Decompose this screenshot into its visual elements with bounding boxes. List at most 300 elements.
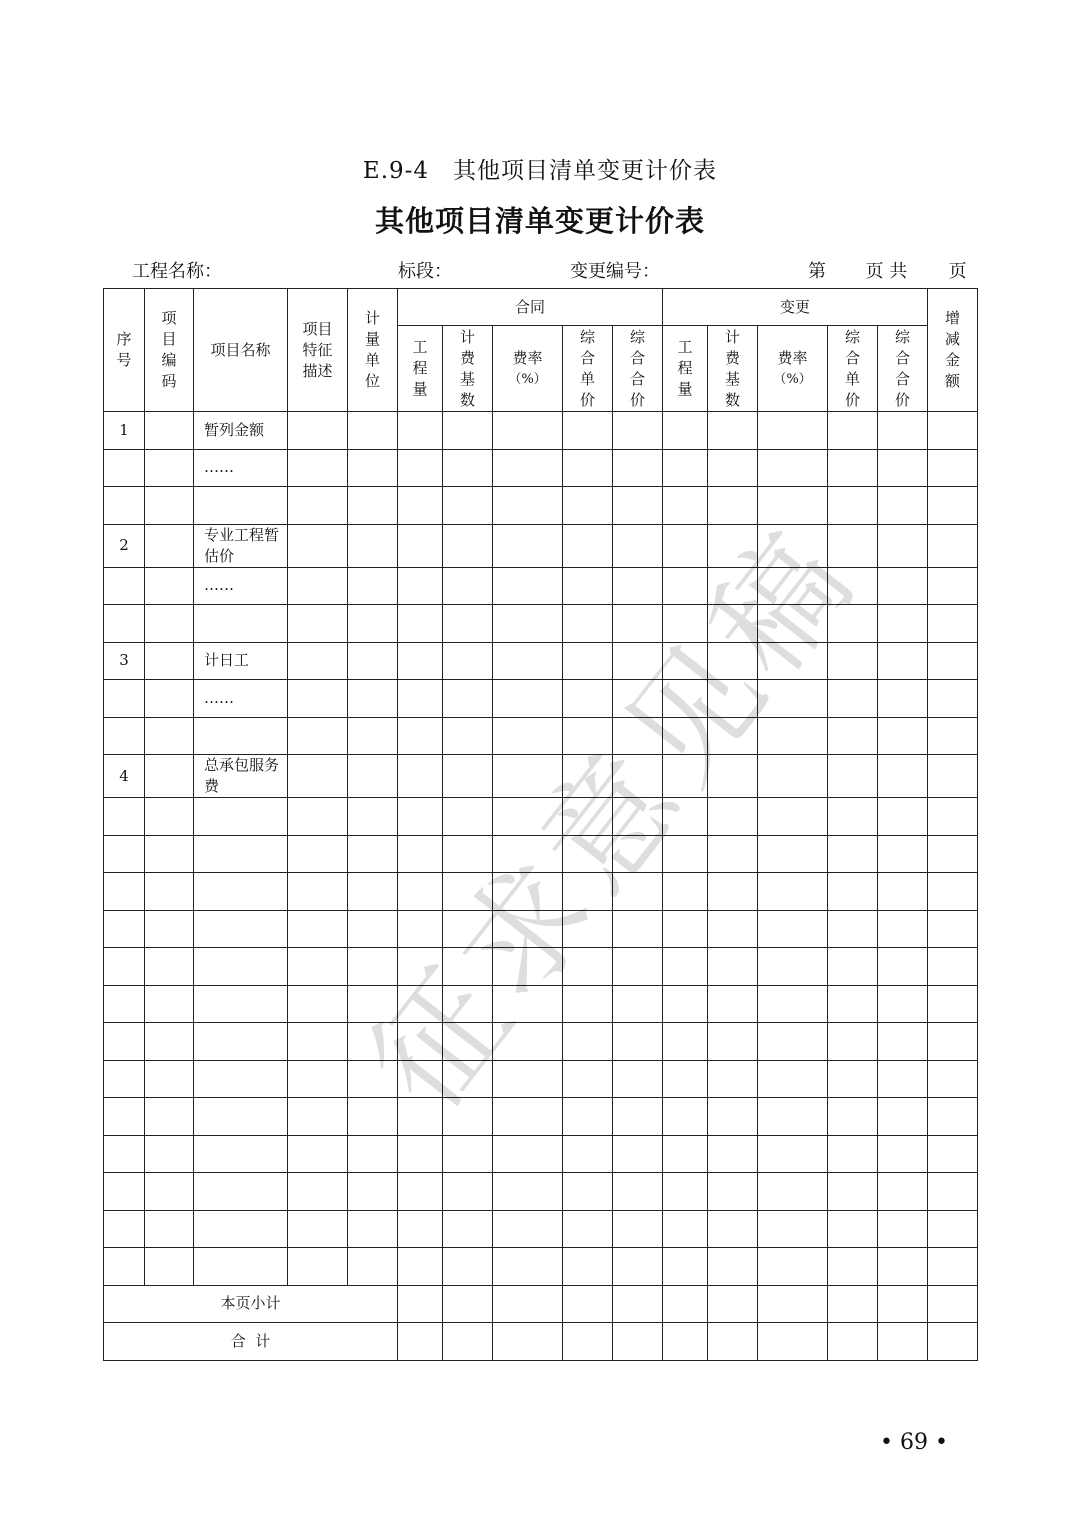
table-cell bbox=[288, 680, 348, 718]
table-row bbox=[104, 835, 978, 873]
table-cell bbox=[828, 873, 878, 911]
page-number: • 69 • bbox=[880, 1430, 948, 1455]
table-cell bbox=[613, 873, 663, 911]
table-cell bbox=[443, 487, 493, 525]
header-contract-unit-price: 综合单价 bbox=[563, 326, 613, 412]
table-cell bbox=[398, 985, 443, 1023]
table-cell bbox=[708, 873, 758, 911]
table-cell bbox=[928, 605, 978, 643]
header-unit: 计量单位 bbox=[348, 289, 398, 412]
table-cell bbox=[493, 755, 563, 798]
table-cell bbox=[563, 1210, 613, 1248]
row-item-name bbox=[194, 487, 288, 525]
table-cell bbox=[758, 1323, 828, 1361]
table-cell bbox=[288, 1210, 348, 1248]
table-cell bbox=[398, 1173, 443, 1211]
table-cell bbox=[928, 1173, 978, 1211]
table-cell bbox=[828, 798, 878, 836]
table-cell bbox=[928, 524, 978, 567]
table-cell bbox=[878, 412, 928, 450]
table-cell bbox=[828, 1023, 878, 1061]
table-cell bbox=[348, 910, 398, 948]
header-name: 项目名称 bbox=[194, 289, 288, 412]
table-cell bbox=[563, 524, 613, 567]
table-cell bbox=[758, 835, 828, 873]
table-cell bbox=[443, 1135, 493, 1173]
row-item-name: 专业工程暂估价 bbox=[194, 524, 288, 567]
table-cell bbox=[398, 717, 443, 755]
table-cell bbox=[398, 605, 443, 643]
table-cell bbox=[928, 449, 978, 487]
table-cell bbox=[613, 680, 663, 718]
page-subtotal-label: 本页小计 bbox=[104, 1285, 398, 1323]
table-cell bbox=[493, 1248, 563, 1286]
table-cell bbox=[708, 449, 758, 487]
table-cell bbox=[928, 567, 978, 605]
change-pricing-table bbox=[103, 288, 978, 1361]
table-cell bbox=[493, 1173, 563, 1211]
row-item-name bbox=[194, 1060, 288, 1098]
table-cell bbox=[493, 1285, 563, 1323]
table-cell bbox=[613, 1023, 663, 1061]
table-cell bbox=[613, 1323, 663, 1361]
table-cell bbox=[563, 1098, 613, 1136]
row-seq bbox=[104, 605, 145, 643]
row-item-name bbox=[194, 948, 288, 986]
row-item-name bbox=[194, 605, 288, 643]
table-cell bbox=[145, 642, 194, 680]
table-cell bbox=[443, 755, 493, 798]
table-cell bbox=[663, 605, 708, 643]
row-item-name bbox=[194, 873, 288, 911]
row-item-name: …… bbox=[194, 680, 288, 718]
table-cell bbox=[493, 605, 563, 643]
table-cell bbox=[878, 1023, 928, 1061]
row-seq bbox=[104, 835, 145, 873]
table-cell bbox=[348, 798, 398, 836]
table-cell bbox=[663, 680, 708, 718]
grand-total-label: 合 计 bbox=[104, 1323, 398, 1361]
table-cell bbox=[288, 1135, 348, 1173]
table-cell bbox=[828, 680, 878, 718]
table-cell bbox=[878, 524, 928, 567]
table-cell bbox=[613, 605, 663, 643]
table-cell bbox=[613, 567, 663, 605]
table-cell bbox=[928, 1098, 978, 1136]
table-cell bbox=[613, 1060, 663, 1098]
row-seq bbox=[104, 717, 145, 755]
table-cell bbox=[288, 1098, 348, 1136]
table-cell bbox=[828, 1173, 878, 1211]
table-cell bbox=[758, 1023, 828, 1061]
table-cell bbox=[145, 910, 194, 948]
table-cell bbox=[708, 1060, 758, 1098]
table-cell bbox=[663, 717, 708, 755]
table-cell bbox=[758, 487, 828, 525]
table-cell bbox=[928, 1285, 978, 1323]
table-cell bbox=[708, 910, 758, 948]
table-cell bbox=[758, 1060, 828, 1098]
table-cell bbox=[613, 798, 663, 836]
table-cell bbox=[563, 412, 613, 450]
table-cell bbox=[563, 1173, 613, 1211]
table-cell bbox=[708, 412, 758, 450]
table-cell bbox=[288, 910, 348, 948]
header-contract: 合同 bbox=[398, 289, 663, 326]
table-row bbox=[104, 755, 978, 798]
table-cell bbox=[613, 1285, 663, 1323]
table-cell bbox=[663, 873, 708, 911]
table-row bbox=[104, 680, 978, 718]
row-seq bbox=[104, 567, 145, 605]
table-cell bbox=[563, 910, 613, 948]
table-cell bbox=[758, 1173, 828, 1211]
table-cell bbox=[828, 524, 878, 567]
table-cell bbox=[493, 717, 563, 755]
header-diff: 增减金额 bbox=[928, 289, 978, 412]
table-cell bbox=[398, 1135, 443, 1173]
table-cell bbox=[663, 449, 708, 487]
table-cell bbox=[145, 1098, 194, 1136]
table-cell bbox=[613, 910, 663, 948]
table-cell bbox=[398, 948, 443, 986]
table-cell bbox=[613, 1248, 663, 1286]
table-cell bbox=[828, 1285, 878, 1323]
table-cell bbox=[663, 910, 708, 948]
row-seq: 2 bbox=[104, 524, 145, 567]
table-cell bbox=[288, 449, 348, 487]
table-cell bbox=[398, 1098, 443, 1136]
table-cell bbox=[288, 755, 348, 798]
row-item-name: …… bbox=[194, 567, 288, 605]
table-cell bbox=[828, 835, 878, 873]
table-cell bbox=[288, 605, 348, 643]
table-cell bbox=[493, 1023, 563, 1061]
project-name-label: 工程名称： bbox=[132, 261, 222, 282]
table-cell bbox=[145, 717, 194, 755]
table-cell bbox=[878, 835, 928, 873]
table-cell bbox=[443, 1023, 493, 1061]
table-cell bbox=[443, 1323, 493, 1361]
table-cell bbox=[493, 835, 563, 873]
table-cell bbox=[145, 985, 194, 1023]
table-cell bbox=[398, 798, 443, 836]
table-cell bbox=[708, 680, 758, 718]
page-di: 第 bbox=[808, 261, 826, 282]
table-cell bbox=[348, 680, 398, 718]
row-seq: 4 bbox=[104, 755, 145, 798]
table-cell bbox=[878, 948, 928, 986]
page-ye: 页 bbox=[948, 261, 967, 282]
draft-watermark: 征求意见稿 bbox=[342, 501, 886, 1137]
table-cell bbox=[828, 910, 878, 948]
table-cell bbox=[563, 717, 613, 755]
header-change: 变更 bbox=[663, 289, 928, 326]
table-cell bbox=[828, 985, 878, 1023]
table-cell bbox=[563, 798, 613, 836]
row-seq bbox=[104, 449, 145, 487]
table-cell bbox=[758, 910, 828, 948]
table-cell bbox=[708, 524, 758, 567]
table-cell bbox=[828, 1098, 878, 1136]
table-cell bbox=[928, 487, 978, 525]
table-cell bbox=[928, 1023, 978, 1061]
row-item-name bbox=[194, 1098, 288, 1136]
table-row bbox=[104, 487, 978, 525]
table-cell bbox=[758, 985, 828, 1023]
table-cell bbox=[708, 1098, 758, 1136]
header-contract-rate: 费率 （%） bbox=[493, 326, 563, 412]
section-title: E.9-4 其他项目清单变更计价表 bbox=[362, 158, 718, 184]
table-cell bbox=[563, 487, 613, 525]
table-cell bbox=[563, 1285, 613, 1323]
table-cell bbox=[613, 642, 663, 680]
table-cell bbox=[288, 873, 348, 911]
table-cell bbox=[348, 487, 398, 525]
table-cell bbox=[878, 1285, 928, 1323]
row-item-name bbox=[194, 798, 288, 836]
table-cell bbox=[145, 567, 194, 605]
table-cell bbox=[663, 985, 708, 1023]
table-cell bbox=[348, 835, 398, 873]
table-cell bbox=[663, 1248, 708, 1286]
table-cell bbox=[708, 948, 758, 986]
table-cell bbox=[398, 524, 443, 567]
table-cell bbox=[348, 985, 398, 1023]
table-cell bbox=[493, 1323, 563, 1361]
table-cell bbox=[828, 1323, 878, 1361]
table-cell bbox=[828, 1060, 878, 1098]
table-row bbox=[104, 1135, 978, 1173]
table-cell bbox=[348, 567, 398, 605]
table-cell bbox=[398, 1210, 443, 1248]
table-cell bbox=[708, 835, 758, 873]
table-cell bbox=[145, 524, 194, 567]
table-cell bbox=[563, 1060, 613, 1098]
table-row bbox=[104, 1248, 978, 1286]
table-row bbox=[104, 412, 978, 450]
table-cell bbox=[828, 1248, 878, 1286]
table-cell bbox=[348, 605, 398, 643]
table-cell bbox=[663, 1135, 708, 1173]
table-cell bbox=[708, 1248, 758, 1286]
table-cell bbox=[443, 680, 493, 718]
table-row bbox=[104, 1023, 978, 1061]
table-cell bbox=[563, 755, 613, 798]
table-cell bbox=[828, 1210, 878, 1248]
table-cell bbox=[443, 985, 493, 1023]
table-cell bbox=[708, 1323, 758, 1361]
table-cell bbox=[613, 1210, 663, 1248]
table-cell bbox=[288, 798, 348, 836]
table-cell bbox=[348, 873, 398, 911]
header-seq: 序号 bbox=[104, 289, 145, 412]
table-cell bbox=[443, 1060, 493, 1098]
table-cell bbox=[398, 567, 443, 605]
table-cell bbox=[758, 1248, 828, 1286]
table-cell bbox=[348, 755, 398, 798]
table-cell bbox=[663, 1098, 708, 1136]
table-cell bbox=[443, 1210, 493, 1248]
table-cell bbox=[613, 835, 663, 873]
table-row bbox=[104, 642, 978, 680]
header-change-rate: 费率 （%） bbox=[758, 326, 828, 412]
table-cell bbox=[828, 412, 878, 450]
table-cell bbox=[348, 1173, 398, 1211]
table-row bbox=[104, 948, 978, 986]
table-cell bbox=[288, 487, 348, 525]
table-row bbox=[104, 873, 978, 911]
table-cell bbox=[663, 1323, 708, 1361]
table-cell bbox=[493, 524, 563, 567]
table-cell bbox=[493, 873, 563, 911]
table-cell bbox=[288, 1248, 348, 1286]
table-row bbox=[104, 1173, 978, 1211]
table-cell bbox=[828, 605, 878, 643]
table-cell bbox=[398, 910, 443, 948]
table-cell bbox=[398, 1023, 443, 1061]
table-cell bbox=[288, 567, 348, 605]
table-cell bbox=[493, 680, 563, 718]
row-item-name: 计日工 bbox=[194, 642, 288, 680]
table-cell bbox=[348, 717, 398, 755]
table-cell bbox=[288, 835, 348, 873]
table-cell bbox=[878, 1248, 928, 1286]
table-cell bbox=[708, 567, 758, 605]
table-cell bbox=[758, 1210, 828, 1248]
table-cell bbox=[663, 948, 708, 986]
table-cell bbox=[563, 1023, 613, 1061]
table-cell bbox=[443, 449, 493, 487]
table-row bbox=[104, 1060, 978, 1098]
table-cell bbox=[928, 985, 978, 1023]
table-cell bbox=[493, 1135, 563, 1173]
footer-row bbox=[104, 1285, 978, 1323]
table-cell bbox=[928, 717, 978, 755]
header-change-unit-price: 综合单价 bbox=[828, 326, 878, 412]
table-cell bbox=[708, 605, 758, 643]
table-cell bbox=[443, 524, 493, 567]
table-cell bbox=[348, 1060, 398, 1098]
table-cell bbox=[563, 835, 613, 873]
row-item-name bbox=[194, 717, 288, 755]
table-cell bbox=[878, 985, 928, 1023]
table-cell bbox=[878, 642, 928, 680]
table-cell bbox=[878, 1098, 928, 1136]
header-contract-total-price: 综合合价 bbox=[613, 326, 663, 412]
table-cell bbox=[928, 798, 978, 836]
table-cell bbox=[878, 1135, 928, 1173]
table-cell bbox=[563, 642, 613, 680]
table-cell bbox=[758, 873, 828, 911]
table-cell bbox=[928, 910, 978, 948]
table-cell bbox=[493, 1210, 563, 1248]
table-cell bbox=[758, 755, 828, 798]
row-item-name bbox=[194, 1135, 288, 1173]
table-cell bbox=[145, 412, 194, 450]
row-seq bbox=[104, 985, 145, 1023]
table-cell bbox=[928, 1135, 978, 1173]
table-cell bbox=[708, 1210, 758, 1248]
table-cell bbox=[708, 1173, 758, 1211]
table-cell bbox=[613, 449, 663, 487]
table-cell bbox=[828, 642, 878, 680]
row-seq bbox=[104, 948, 145, 986]
table-cell bbox=[145, 449, 194, 487]
table-cell bbox=[145, 487, 194, 525]
table-cell bbox=[878, 1060, 928, 1098]
table-cell bbox=[878, 717, 928, 755]
table-cell bbox=[288, 412, 348, 450]
table-title: 其他项目清单变更计价表 bbox=[374, 204, 705, 238]
table-cell bbox=[928, 948, 978, 986]
table-cell bbox=[928, 680, 978, 718]
row-item-name bbox=[194, 1248, 288, 1286]
row-seq bbox=[104, 1173, 145, 1211]
table-cell bbox=[878, 605, 928, 643]
table-cell bbox=[928, 1323, 978, 1361]
table-cell bbox=[288, 717, 348, 755]
table-cell bbox=[348, 1210, 398, 1248]
row-seq bbox=[104, 1023, 145, 1061]
table-cell bbox=[563, 873, 613, 911]
table-cell bbox=[398, 873, 443, 911]
table-cell bbox=[563, 449, 613, 487]
table-cell bbox=[443, 798, 493, 836]
table-cell bbox=[758, 605, 828, 643]
table-cell bbox=[493, 985, 563, 1023]
row-item-name bbox=[194, 1173, 288, 1211]
table-cell bbox=[398, 642, 443, 680]
table-cell bbox=[288, 1023, 348, 1061]
header-code: 项目编码 bbox=[145, 289, 194, 412]
table-cell bbox=[613, 1098, 663, 1136]
table-cell bbox=[663, 567, 708, 605]
table-row bbox=[104, 524, 978, 567]
table-cell bbox=[878, 449, 928, 487]
table-cell bbox=[758, 567, 828, 605]
table-cell bbox=[758, 717, 828, 755]
table-cell bbox=[758, 1135, 828, 1173]
table-cell bbox=[145, 1210, 194, 1248]
table-cell bbox=[663, 1173, 708, 1211]
table-cell bbox=[443, 910, 493, 948]
table-cell bbox=[758, 948, 828, 986]
table-cell bbox=[563, 605, 613, 643]
page-count-label bbox=[808, 257, 967, 283]
row-item-name bbox=[194, 910, 288, 948]
row-seq bbox=[104, 680, 145, 718]
row-seq bbox=[104, 1135, 145, 1173]
table-cell bbox=[493, 487, 563, 525]
table-cell bbox=[443, 717, 493, 755]
table-cell bbox=[828, 717, 878, 755]
table-row bbox=[104, 605, 978, 643]
table-cell bbox=[493, 798, 563, 836]
table-cell bbox=[663, 487, 708, 525]
table-cell bbox=[878, 1173, 928, 1211]
table-cell bbox=[708, 798, 758, 836]
table-cell bbox=[708, 755, 758, 798]
table-row bbox=[104, 1210, 978, 1248]
table-cell bbox=[613, 717, 663, 755]
row-seq bbox=[104, 1248, 145, 1286]
table-cell bbox=[758, 798, 828, 836]
table-cell bbox=[708, 642, 758, 680]
table-cell bbox=[928, 1060, 978, 1098]
header-contract-qty: 工程量 bbox=[398, 326, 443, 412]
table-row bbox=[104, 1098, 978, 1136]
